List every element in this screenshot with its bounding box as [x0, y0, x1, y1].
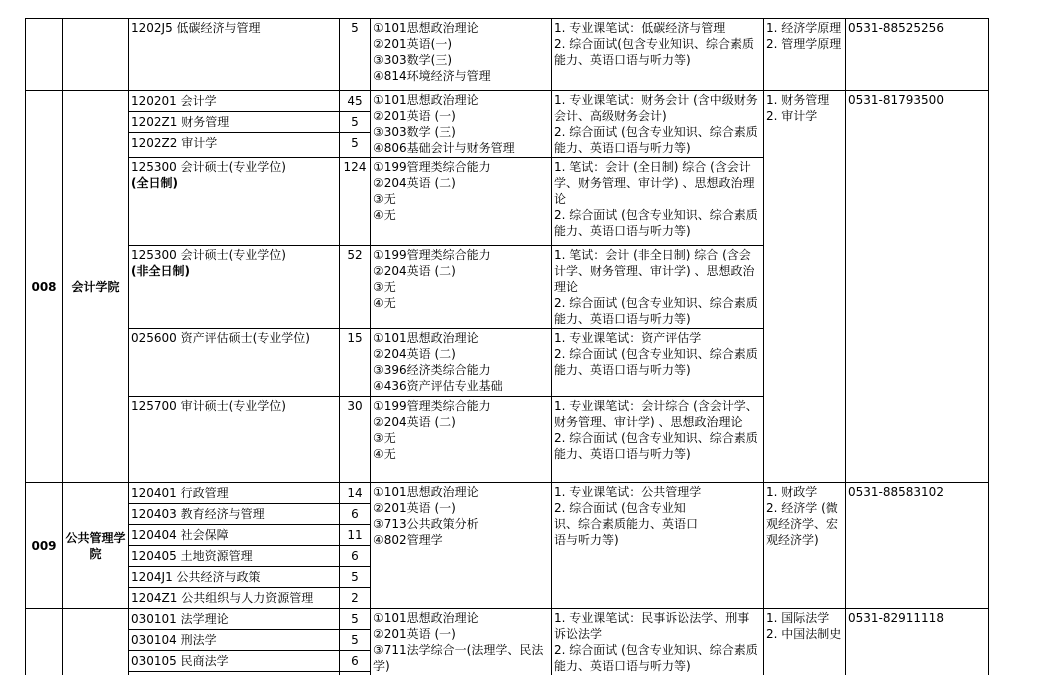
same-level-item: 2. 管理学原理	[766, 37, 842, 51]
exam-item: ①101思想政治理论	[373, 331, 479, 345]
retest-item: 1. 笔试：会计 (非全日制) 综合 (含会计学、财务管理、审计学) 、思想政治理论	[554, 248, 755, 294]
exam-item: ①101思想政治理论	[373, 611, 479, 625]
exam-subjects	[371, 19, 552, 91]
exam-item: ①101思想政治理论	[373, 93, 479, 107]
enroll-count: 6	[340, 546, 370, 567]
retest-content	[552, 246, 764, 329]
enroll-count: 45	[340, 91, 370, 112]
college-name-cell	[63, 19, 129, 91]
major-name: 1202Z2 审计学	[131, 136, 218, 150]
major-cell	[129, 329, 340, 397]
same-level-item: 2. 审计学	[766, 109, 818, 123]
exam-item: ②204英语 (二)	[373, 347, 456, 361]
same-level-exam	[764, 483, 846, 609]
major-name: 120403 教育经济与管理	[129, 504, 339, 525]
exam-item: ①101思想政治理论	[373, 21, 479, 35]
same-level-exam	[764, 609, 846, 676]
exam-item: ②201英语 (一)	[373, 501, 456, 515]
exam-item: ①199管理类综合能力	[373, 160, 491, 174]
major-name: 125300 会计硕士(专业学位)	[131, 248, 286, 262]
college-code-cell	[26, 609, 63, 676]
enroll-count: 124	[340, 158, 371, 246]
contact-phone: 0531-88525256	[846, 19, 989, 91]
exam-item: ③303数学(三)	[373, 53, 453, 67]
major-cell	[129, 483, 340, 609]
exam-subjects	[371, 397, 552, 483]
exam-item: ②204英语 (二)	[373, 415, 456, 429]
exam-item: ④436资产评估专业基础	[373, 379, 503, 393]
exam-subjects	[371, 483, 552, 609]
exam-item: ②201英语(一)	[373, 37, 453, 51]
major-name: 1202J5 低碳经济与管理	[131, 21, 261, 35]
college-name: 公共管理学院	[63, 483, 129, 609]
exam-item: ④无	[373, 208, 396, 222]
retest-content	[552, 609, 764, 676]
exam-item: ③303数学 (三)	[373, 125, 456, 139]
major-name: 120405 土地资源管理	[129, 546, 339, 567]
enroll-count: 6	[340, 504, 370, 525]
exam-item: ②204英语 (二)	[373, 176, 456, 190]
retest-item: 2. 综合面试 (包含专业知识、综合素质能力、英语口语与听力等)	[554, 501, 699, 547]
retest-item: 1. 专业课笔试：低碳经济与管理	[554, 21, 726, 35]
exam-item: ③396经济类综合能力	[373, 363, 491, 377]
retest-item: 2. 综合面试 (包含专业知识、综合素质能力、英语口语与听力等)	[554, 296, 758, 326]
enroll-count: 30	[340, 397, 371, 483]
exam-subjects	[371, 329, 552, 397]
contact-phone: 0531-88583102	[846, 483, 989, 609]
major-name: 120404 社会保障	[129, 525, 339, 546]
enroll-count: 52	[340, 246, 371, 329]
retest-item: 2. 综合面试 (包含专业知识、综合素质能力、英语口语与听力等)	[554, 431, 758, 461]
retest-item: 2. 综合面试 (包含专业知识、综合素质能力、英语口语与听力等)	[554, 347, 758, 377]
enroll-count: 5	[340, 630, 370, 651]
major-name: 030105 民商法学	[129, 651, 339, 672]
table-row	[26, 609, 989, 676]
major-name: 025600 资产评估硕士(专业学位)	[131, 331, 310, 345]
retest-item: 1. 专业课笔试：资产评估学	[554, 331, 702, 345]
exam-item: ④806基础会计与财务管理	[373, 141, 515, 153]
exam-item: ①101思想政治理论	[373, 485, 479, 499]
retest-item: 1. 专业课笔试：公共管理学	[554, 485, 702, 499]
exam-subjects	[371, 246, 552, 329]
college-code: 008	[26, 91, 63, 483]
exam-item: ③713公共政策分析	[373, 517, 479, 531]
retest-item: 2. 综合面试 (包含专业知识、综合素质能力、英语口语与听力等)	[554, 208, 758, 238]
exam-item: ④无	[373, 296, 396, 310]
exam-subjects	[371, 158, 552, 246]
contact-phone: 0531-82911118	[846, 609, 989, 676]
exam-item: ②201英语 (一)	[373, 109, 456, 123]
exam-item: ④814环境经济与管理	[373, 69, 491, 83]
college-code-cell	[26, 19, 63, 91]
retest-item: 1. 笔试：会计 (全日制) 综合 (含会计学、财务管理、审计学) 、思想政治理论	[554, 160, 755, 206]
table-row	[26, 91, 989, 158]
enroll-count: 6	[340, 651, 370, 672]
same-level-item: 1. 财务管理	[766, 93, 830, 107]
major-name: 030104 刑法学	[129, 630, 339, 651]
major-cell	[129, 246, 340, 329]
enroll-count: 5	[351, 136, 359, 150]
retest-item: 2. 综合面试(包含专业知识、综合素质能力、英语口语与听力等)	[554, 37, 754, 67]
enroll-count: 5	[340, 19, 371, 91]
exam-item: ③无	[373, 280, 396, 294]
retest-content	[552, 397, 764, 483]
same-level-item: 1. 国际法学	[766, 611, 830, 625]
contact-phone: 0531-81793500	[846, 91, 989, 483]
major-note: (全日制)	[131, 176, 178, 190]
major-name: 125300 会计硕士(专业学位)	[131, 160, 286, 174]
table-row	[26, 483, 989, 609]
exam-subjects	[371, 91, 552, 158]
enroll-count: 15	[340, 329, 371, 397]
retest-content	[552, 483, 764, 609]
retest-content	[552, 19, 764, 91]
major-name: 120401 行政管理	[129, 483, 339, 504]
enroll-count: 5	[340, 609, 370, 630]
same-level-exam	[764, 91, 846, 483]
major-cell	[129, 19, 340, 91]
enroll-count: 5	[340, 567, 370, 588]
retest-content	[552, 329, 764, 397]
exam-item: ③无	[373, 431, 396, 445]
exam-item: ③711法学综合一(法理学、民法学)	[373, 643, 544, 673]
enroll-count-cell	[340, 91, 371, 158]
major-name: 1204Z1 公共组织与人力资源管理	[131, 591, 314, 605]
enroll-count: 2	[351, 591, 359, 605]
college-name-cell	[63, 609, 129, 676]
enroll-count-cell	[340, 483, 371, 609]
retest-item: 2. 综合面试 (包含专业知识、综合素质能力、英语口语与听力等)	[554, 643, 758, 673]
retest-item: 2. 综合面试 (包含专业知识、综合素质能力、英语口语与听力等)	[554, 125, 758, 155]
exam-item: ④无	[373, 447, 396, 461]
same-level-item: 1. 经济学原理	[766, 21, 842, 35]
retest-content	[552, 91, 764, 158]
enroll-count: 11	[340, 525, 370, 546]
major-name: 1204J1 公共经济与政策	[129, 567, 339, 588]
exam-item: ③无	[373, 192, 396, 206]
major-note: (非全日制)	[131, 264, 190, 278]
exam-subjects	[371, 609, 552, 676]
table-row	[26, 19, 989, 91]
major-name: 120201 会计学	[129, 91, 339, 112]
retest-item: 1. 专业课笔试：民事诉讼法学、刑事诉讼法学	[554, 611, 750, 641]
retest-item: 1. 专业课笔试：会计综合 (含会计学、财务管理、审计学) 、思想政治理论	[554, 399, 758, 429]
same-level-exam	[764, 19, 846, 91]
major-cell	[129, 91, 340, 158]
same-level-item: 2. 经济学 (微观经济学、宏观经济学)	[766, 501, 839, 547]
retest-item: 1. 专业课笔试：财务会计 (含中级财务会计、高级财务会计)	[554, 93, 758, 123]
major-name: 030101 法学理论	[129, 609, 339, 630]
major-cell	[129, 609, 340, 676]
major-cell	[129, 397, 340, 483]
admissions-table	[25, 18, 989, 675]
college-name: 会计学院	[63, 91, 129, 483]
exam-item: ①199管理类综合能力	[373, 399, 491, 413]
major-name: 125700 审计硕士(专业学位)	[131, 399, 286, 413]
major-name: 1202Z1 财务管理	[129, 112, 339, 133]
exam-item: ②204英语 (二)	[373, 264, 456, 278]
same-level-item: 1. 财政学	[766, 485, 818, 499]
enroll-count: 14	[340, 483, 370, 504]
exam-item: ①199管理类综合能力	[373, 248, 491, 262]
exam-item: ④802管理学	[373, 533, 443, 547]
exam-item: ②201英语 (一)	[373, 627, 456, 641]
college-code: 009	[26, 483, 63, 609]
enroll-count: 5	[340, 112, 370, 133]
major-cell	[129, 158, 340, 246]
same-level-item: 2. 中国法制史	[766, 627, 842, 641]
retest-content	[552, 158, 764, 246]
enroll-count-cell	[340, 609, 371, 676]
